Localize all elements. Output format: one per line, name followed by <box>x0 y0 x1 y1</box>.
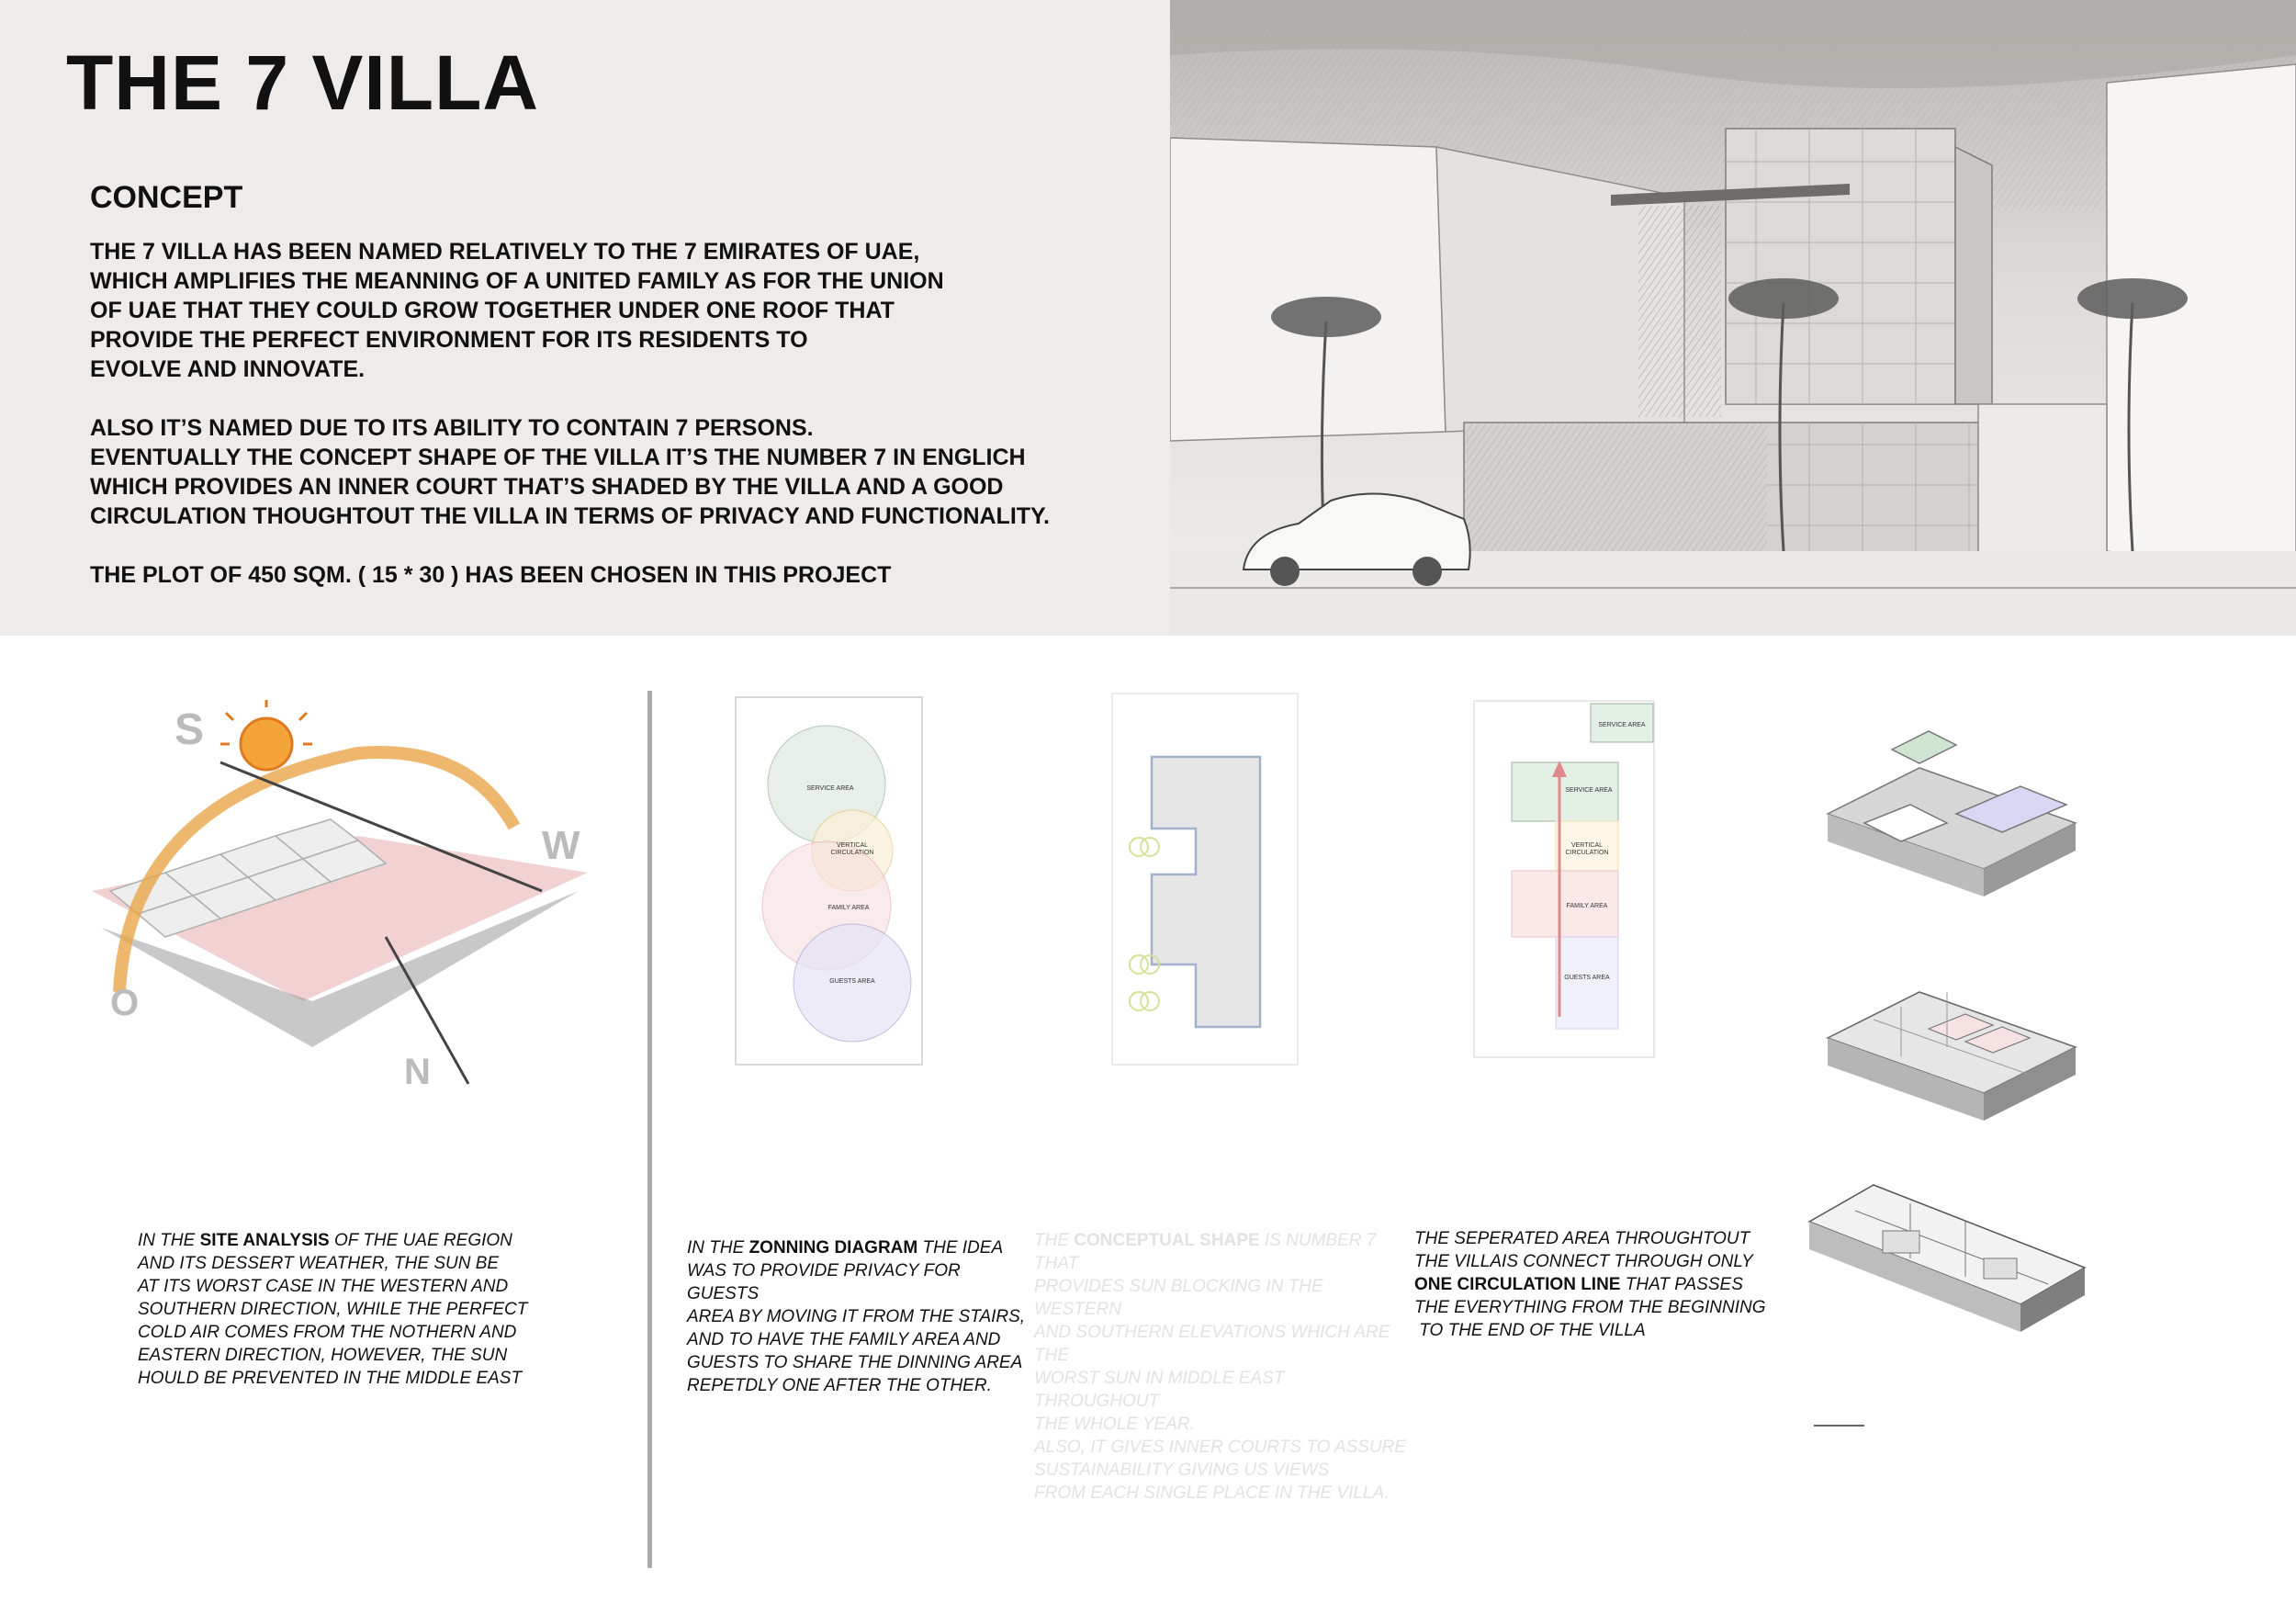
compass-west: W <box>542 823 580 868</box>
axonometric-first-floor <box>1809 955 2085 1157</box>
compass-east: O <box>110 983 140 1023</box>
circ-label-family: FAMILY AREA <box>1566 903 1608 909</box>
zoning-caption: IN THE ZONNING DIAGRAM THE IDEA WAS TO PROVIDE PRIVACY FOR GUESTS AREA BY MOVING IT FROM THE STAIRS, AND TO HAVE THE FAMILY AREA AND GUESTS TO SHARE THE DINNING AREA REPETDLY ONE AFTER THE OTHER. <box>687 1238 1026 1395</box>
conceptual-shape-bold: CONCEPTUAL SHAPE <box>1074 1231 1260 1250</box>
concept-paragraph-2: ALSO IT’S NAMED DUE TO ITS ABILITY TO CONTAIN 7 PERSONS. EVENTUALLY THE CONCEPT SHAPE OF THE VILLA IT’S THE NUMBER 7 IN ENGLICH WHICH PROVIDES AN INNER COURT THAT’S SHADED BY THE VILLA AND A GOOD CIRCULATION THOUGHTOUT THE VILLA IN TERMS OF PRIVACY AND FUNCTIONALITY. <box>90 415 1050 529</box>
site-analysis-bold: SITE ANALYSIS <box>199 1231 330 1250</box>
circ-label-vertical-2: CIRCULATION <box>1565 850 1609 856</box>
zone-label-vertical-2: CIRCULATION <box>830 850 874 856</box>
axonometric-ground-floor <box>1800 1167 2094 1442</box>
circ-label-guests: GUESTS AREA <box>1564 975 1610 981</box>
zoning-diagram <box>735 696 923 1066</box>
site-analysis-diagram <box>83 698 597 1111</box>
circ-label-service-top: SERVICE AREA <box>1598 722 1646 728</box>
compass-south: S <box>174 705 205 754</box>
zone-label-vertical-1: VERTICAL <box>836 842 869 849</box>
concept-paragraph-1: THE 7 VILLA HAS BEEN NAMED RELATIVELY TO THE 7 EMIRATES OF UAE, WHICH AMPLIFIES THE MEANNING OF A UNITED FAMILY AS FOR THE UNION OF UAE THAT THEY COULD GROW TOGETHER UNDER ONE ROOF THAT PROVIDE THE PERFECT ENVIRONMENT FOR ITS RESIDENTS TO EVOLVE AND INNOVATE. <box>90 239 944 382</box>
compass-north: N <box>404 1052 431 1092</box>
sun-icon <box>241 718 292 770</box>
site-analysis-caption: IN THE SITE ANALYSIS OF THE UAE REGION AND ITS DESSERT WEATHER, THE SUN BE AT ITS WORST CASE IN THE WESTERN AND SOUTHERN DIRECTION, WHILE THE PERFECT COLD AIR COMES FROM THE NOTHERN AND EASTERN DIRECTION, HOWEVER, THE SUN HOULD BE PREVENTED IN THE MIDDLE EAST <box>138 1231 528 1388</box>
circulation-caption: THE SEPERATED AREA THROUGHTOUT THE VILLAIS CONNECT THROUGH ONLY ONE CIRCULATION LINE THAT PASSES THE EVERYTHING FROM THE BEGINNING TO THE END OF THE VILLA <box>1414 1229 1766 1340</box>
circ-label-service: SERVICE AREA <box>1565 787 1613 794</box>
section-divider <box>647 691 652 1568</box>
page-title: THE 7 VILLA <box>66 39 540 126</box>
concept-heading: CONCEPT <box>90 180 243 215</box>
zoning-bold: ZONNING DIAGRAM <box>748 1238 918 1257</box>
conceptual-shape-diagram <box>1111 693 1299 1066</box>
axonometric-roof <box>1809 713 2085 924</box>
concept-paragraph-3: THE PLOT OF 450 SQM. ( 15 * 30 ) HAS BEEN CHOSEN IN THIS PROJECT <box>90 562 892 588</box>
circ-label-vertical-1: VERTICAL <box>1570 842 1604 849</box>
zone-label-family: FAMILY AREA <box>827 905 870 911</box>
zone-label-guests: GUESTS AREA <box>829 978 875 985</box>
conceptual-shape-caption: THE CONCEPTUAL SHAPE IS NUMBER 7 THAT PROVIDES SUN BLOCKING IN THE WESTERN AND SOUTHERN ELEVATIONS WHICH ARE THE WORST SUN IN MIDDLE EAST THROUGHOUT THE WHOLE YEAR. ALSO, IT GIVES INNER COURTS TO ASSURE SUSTAINABILITY GIVING US VIEWS FROM EACH SINGLE PLACE IN THE VILLA. <box>1034 1231 1407 1503</box>
circulation-diagram <box>1473 700 1659 1060</box>
villa-rendering <box>1170 0 2296 636</box>
concept-text <box>90 237 1165 619</box>
circulation-bold: ONE CIRCULATION LINE <box>1414 1275 1621 1294</box>
zone-label-service: SERVICE AREA <box>806 785 854 792</box>
header-panel <box>0 0 1170 636</box>
